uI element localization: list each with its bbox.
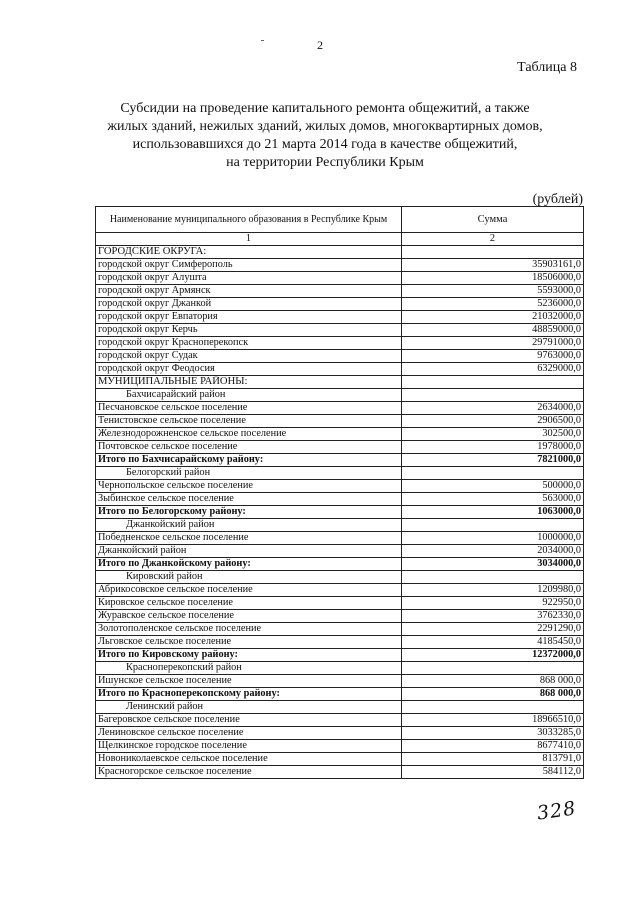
row-name-cell: Итого по Кировскому району: [96,649,402,662]
row-sum-cell: 3033285,0 [402,727,584,740]
row-name-cell: Ленинский район [96,701,402,714]
table-row [96,324,584,337]
table-body [96,246,584,779]
row-name-cell: Зыбинское сельское поселение [96,493,402,506]
row-sum-cell [402,376,584,389]
row-sum-cell: 500000,0 [402,480,584,493]
row-sum-cell: 21032000,0 [402,311,584,324]
row-sum-cell: 1000000,0 [402,532,584,545]
row-name-cell: Джанкойский район [96,545,402,558]
units-label: (рублей) [532,192,583,207]
row-name-cell: Кировский район [96,571,402,584]
header-sum-cell: Сумма [402,207,584,233]
row-name-cell: Джанкойский район [96,519,402,532]
row-name-cell: ГОРОДСКИЕ ОКРУГА: [96,246,402,259]
row-name-cell: Песчановское сельское поселение [96,402,402,415]
handwritten-page-number: 328 [535,797,578,825]
header-name-cell: Наименование муниципального образования в Республике Крым [96,207,402,233]
row-name-cell: городской округ Феодосия [96,363,402,376]
row-sum-cell: 9763000,0 [402,350,584,363]
row-name-cell: Ишунское сельское поселение [96,675,402,688]
table-row [96,428,584,441]
table-row [96,727,584,740]
table-row [96,272,584,285]
table-header-row [96,207,584,233]
table-row [96,571,584,584]
table-row [96,285,584,298]
page-number: 2 [317,38,323,52]
table-row [96,363,584,376]
row-sum-cell: 3034000,0 [402,558,584,571]
table-label: Таблица 8 [517,60,577,75]
scan-speck [261,40,264,41]
row-name-cell: городской округ Керчь [96,324,402,337]
row-name-cell: Лениновское сельское поселение [96,727,402,740]
row-name-cell: Щелкинское городское поселение [96,740,402,753]
table-row [96,415,584,428]
row-name-cell: Абрикосовское сельское поселение [96,584,402,597]
row-name-cell: городской округ Симферополь [96,259,402,272]
title-line: жилых зданий, нежилых зданий, жилых домов, многоквартирных домов, [107,119,543,134]
row-name-cell: Золотополенское сельское поселение [96,623,402,636]
row-name-cell: Багеровское сельское поселение [96,714,402,727]
row-sum-cell [402,246,584,259]
row-sum-cell: 2634000,0 [402,402,584,415]
row-name-cell: Итого по Бахчисарайскому району: [96,454,402,467]
row-name-cell: Льговское сельское поселение [96,636,402,649]
table-row [96,441,584,454]
row-name-cell: городской округ Красноперекопск [96,337,402,350]
table-row [96,753,584,766]
row-sum-cell: 7821000,0 [402,454,584,467]
row-sum-cell [402,389,584,402]
table-row [96,623,584,636]
row-sum-cell: 2906500,0 [402,415,584,428]
column-number-row [96,233,584,246]
table-row [96,532,584,545]
table-row [96,675,584,688]
row-sum-cell: 563000,0 [402,493,584,506]
table-row [96,506,584,519]
row-name-cell: Тенистовское сельское поселение [96,415,402,428]
title-line: использовавшихся до 21 марта 2014 года в качестве общежитий, [132,137,518,152]
row-name-cell: городской округ Судак [96,350,402,363]
table-row [96,467,584,480]
row-sum-cell: 868 000,0 [402,688,584,701]
row-sum-cell: 18966510,0 [402,714,584,727]
row-name-cell: городской округ Армянск [96,285,402,298]
table-row [96,298,584,311]
row-name-cell: Железнодорожненское сельское поселение [96,428,402,441]
subsidies-table [95,206,584,779]
table-row [96,246,584,259]
row-sum-cell [402,519,584,532]
row-sum-cell: 5236000,0 [402,298,584,311]
row-name-cell: Чернопольское сельское поселение [96,480,402,493]
table-row [96,402,584,415]
row-sum-cell: 29791000,0 [402,337,584,350]
table-row [96,519,584,532]
row-name-cell: Кировское сельское поселение [96,597,402,610]
table-row [96,376,584,389]
row-sum-cell: 813791,0 [402,753,584,766]
column-number-1: 1 [96,233,402,246]
table-row [96,389,584,402]
row-sum-cell: 4185450,0 [402,636,584,649]
row-name-cell: городской округ Джанкой [96,298,402,311]
row-name-cell: Почтовское сельское поселение [96,441,402,454]
row-name-cell: МУНИЦИПАЛЬНЫЕ РАЙОНЫ: [96,376,402,389]
row-name-cell: Журавское сельское поселение [96,610,402,623]
table-row [96,337,584,350]
document-title [90,100,560,172]
table-row [96,545,584,558]
row-sum-cell: 1209980,0 [402,584,584,597]
row-name-cell: Новониколаевское сельское поселение [96,753,402,766]
row-name-cell: городской округ Алушта [96,272,402,285]
title-line: на территории Республики Крым [226,155,424,170]
row-sum-cell: 868 000,0 [402,675,584,688]
table-row [96,493,584,506]
row-sum-cell: 5593000,0 [402,285,584,298]
row-sum-cell: 1063000,0 [402,506,584,519]
table-row [96,597,584,610]
row-sum-cell [402,701,584,714]
row-sum-cell: 584112,0 [402,766,584,779]
row-name-cell: Бахчисарайский район [96,389,402,402]
row-sum-cell: 18506000,0 [402,272,584,285]
table-row [96,649,584,662]
table-row [96,480,584,493]
row-sum-cell: 8677410,0 [402,740,584,753]
row-sum-cell: 3762330,0 [402,610,584,623]
row-sum-cell: 2291290,0 [402,623,584,636]
table-row [96,740,584,753]
row-sum-cell: 922950,0 [402,597,584,610]
table-row [96,662,584,675]
table-row [96,454,584,467]
table-row [96,311,584,324]
title-line: Субсидии на проведение капитального ремонта общежитий, а также [120,101,530,116]
row-name-cell: Итого по Джанкойскому району: [96,558,402,571]
table-row [96,584,584,597]
row-name-cell: городской округ Евпатория [96,311,402,324]
table-row [96,259,584,272]
row-sum-cell: 48859000,0 [402,324,584,337]
table-row [96,714,584,727]
row-sum-cell: 302500,0 [402,428,584,441]
table-row [96,350,584,363]
row-name-cell: Красноперекопский район [96,662,402,675]
table-row [96,701,584,714]
table-row [96,610,584,623]
table-row [96,636,584,649]
row-sum-cell: 12372000,0 [402,649,584,662]
table-row [96,558,584,571]
row-sum-cell: 1978000,0 [402,441,584,454]
row-sum-cell [402,467,584,480]
column-number-2: 2 [402,233,584,246]
row-sum-cell [402,662,584,675]
row-name-cell: Итого по Красноперекопскому району: [96,688,402,701]
row-name-cell: Итого по Белогорскому району: [96,506,402,519]
row-name-cell: Красногорское сельское поселение [96,766,402,779]
row-name-cell: Белогорский район [96,467,402,480]
row-name-cell: Победненское сельское поселение [96,532,402,545]
row-sum-cell: 6329000,0 [402,363,584,376]
table-row [96,766,584,779]
row-sum-cell: 2034000,0 [402,545,584,558]
row-sum-cell: 35903161,0 [402,259,584,272]
row-sum-cell [402,571,584,584]
table-row [96,688,584,701]
